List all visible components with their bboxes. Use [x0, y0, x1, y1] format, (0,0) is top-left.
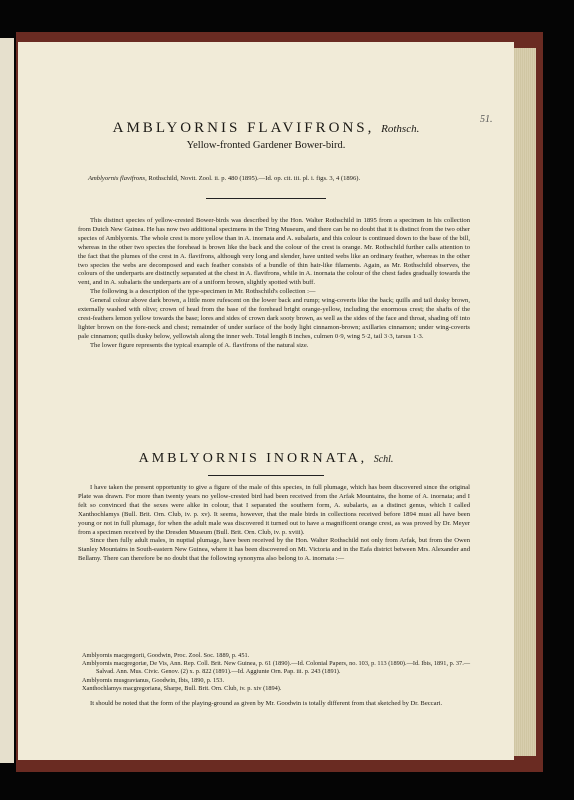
section-rule: [206, 198, 326, 199]
synonym-entry: Amblyornis macgregorii, Goodwin, Proc. Zool. Soc. 1889, p. 451.: [82, 652, 250, 659]
synonym-entry: Amblyornis macgregoriæ, De Vis, Ann. Rep. Coll. Brit. New Guinea, p. 61 (1890).—Id. Colonial Papers, no. 103, p. 113 (1890).—Id. Ibis, 1891, p. 37.—Salvad. Ann. Mus. Civic. Genov. (2) x. p. 822 (1891).—Id. Aggiunte Orn. Pap. iii. p. 243 (1891).: [82, 660, 471, 676]
species1-author: Rothsch.: [381, 123, 420, 135]
paragraph: It should be noted that the form of the playing-ground as given by Mr. Goodwin is totally different from that sketched by Dr. Beccari.: [90, 700, 443, 707]
left-page-edge: [0, 38, 14, 763]
citation-name: Amblyornis flavifrons,: [88, 175, 147, 182]
paragraph: General colour above dark brown, a little more rufescent on the lower back and rump; wing-coverts like the back; quills and tail dusky brown, externally washed with olive; crown of head from the base of the forehead bright orange-yellow, including the enormous crest; the shafts of the crest-feathers lemon yellow towards the base; lores and sides of crown dark sooty brown, as well as the sides of the face and throat, shading off into lighter brown on the fore-neck and chest; remainder of under surface of the body light cinnamon-brown; axillaries cinnamon; under wing-coverts pale cinnamon; quills dusky below, yellowish along the inner web. Total length 8 inches, culmen 0·9, wing 5·2, tail 3·3, tarsus 1·3.: [78, 297, 470, 340]
closing-note: [78, 700, 470, 709]
paragraph: I have taken the present opportunity to give a figure of the male of this species, in full plumage, which has been discovered since the original Plate was drawn. For more than twenty years no yellow-crested bird had been received from the Arfak Mountains, the home of A. inornata; and I felt so convinced that the sexes were alike in colour, that I separated the southern form, A. subalaris, as a distinct genus, which I called Xanthochlamys (Bull. Brit. Orn. Club, iv. p. xv). It seems, however, that the male birds in collections received before 1894 must all have been young or not in full plumage, for when the adult male was discovered it turned out to have a magnificent orange crest, as was proved by Dr. Meyer from a specimen received by the Dresden Museum (Bull. Brit. Orn. Club, iv. p. xviii).: [78, 484, 470, 536]
species1-citation: [88, 174, 468, 183]
species2-title: AMBLYORNIS INORNATA,: [138, 451, 368, 466]
paragraph: This distinct species of yellow-crested Bower-birds was described by the Hon. Walter Rothschild in 1895 from a specimen in his collection from Dutch New Guinea. He has now two additional specimens in the Tring Museum, and there can be no doubt that it is distinct from the two other species of Amblyornis. The whole crest is more yellow than in A. inornata and A. subalaris, and this colour is continued down to the base of the bill, whereas in the other two species the forehead is brown like the back and the colour of the crest is orange. Mr. Rothschild further calls attention to the fact that the plumes of the crest in A. flavifrons, although very long and slender, have united webs like an ordinary feather, whereas in the other two species the webs are decomposed and each feather consists of a bundle of thin hair-like filaments. Again, as Mr. Rothschild observes, the colours of the underparts are distinctly separated at the chest in A. flavifrons, while in A. inornata the colour of the chest fades gradually towards the vent, and in A. subalaris the underparts are of a uniform brown, slightly spotted with buff.: [78, 217, 470, 287]
paragraph: The lower figure represents the typical example of A. flavifrons of the natural size.: [90, 341, 309, 349]
citation-text: Rothschild, Novit. Zool. ii. p. 480 (1895).—Id. op. cit. iii. pl. i. figs. 3, 4 (1896).: [148, 175, 361, 182]
synonym-entry: Xanthochlamys macgregoriana, Sharpe, Bull. Brit. Orn. Club, iv. p. xiv (1894).: [82, 684, 282, 692]
paragraph: The following is a description of the type-specimen in Mr. Rothschild's collection :—: [90, 288, 316, 296]
plate-number: 51.: [480, 114, 493, 125]
species2-body: [78, 484, 470, 564]
species1-title: AMBLYORNIS FLAVIFRONS,: [112, 120, 375, 136]
species2-author: Schl.: [373, 454, 394, 465]
synonym-list: [82, 652, 472, 693]
species1-heading: [18, 120, 514, 137]
species1-body: [78, 217, 470, 351]
species2-heading: [18, 451, 514, 467]
page-edges: [514, 48, 536, 756]
section-rule: [208, 475, 324, 476]
book-page: [18, 42, 514, 760]
paragraph: Since then fully adult males, in nuptial plumage, have been received by the Hon. Walter Rothschild not only from Arfak, but from the Owen Stanley Mountains in South-eastern New Guinea, where it has been discovered on Mt. Victoria and in the Eafa district between Mrs. Alexander and Bellamy. There can therefore be no doubt that the following synonyms also belong to A. inornata :—: [78, 537, 470, 563]
species1-common-name: Yellow-fronted Gardener Bower-bird.: [186, 140, 346, 151]
synonym-entry: Amblyornis musgravianus, Goodwin, Ibis, 1890, p. 153.: [82, 676, 225, 684]
